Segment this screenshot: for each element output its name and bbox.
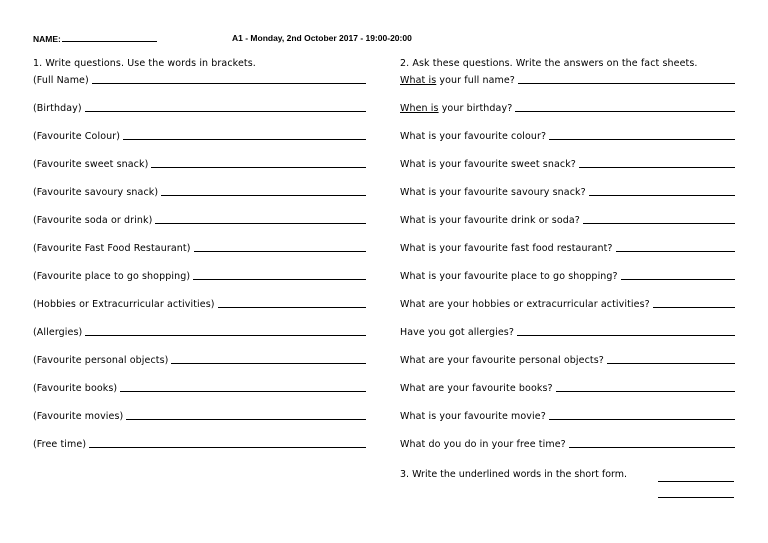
answer-line [194, 250, 366, 252]
answer-line [218, 306, 366, 308]
answer-line [155, 222, 366, 224]
task1-row: (Favourite movies) [33, 394, 366, 422]
task1-row: (Free time) [33, 422, 366, 450]
answer-line [120, 390, 366, 392]
answer-line [193, 278, 366, 280]
answer-line [583, 222, 735, 224]
name-label: NAME: [33, 34, 61, 44]
answer-line [556, 390, 735, 392]
task2-row: What is your favourite savoury snack? [400, 170, 735, 198]
task2-row: What are your favourite books? [400, 366, 735, 394]
answer-line [607, 362, 735, 364]
answer-line [161, 194, 366, 196]
answer-line [89, 446, 366, 448]
task2-row: Have you got allergies? [400, 310, 735, 338]
task1-row: (Favourite personal objects) [33, 338, 366, 366]
answer-line [658, 471, 734, 482]
underlined-words: What is [400, 75, 437, 86]
answer-line [518, 82, 735, 84]
answer-line [621, 278, 735, 280]
answer-line [658, 487, 734, 498]
name-field [33, 33, 157, 44]
answer-line [92, 82, 366, 84]
answer-line [85, 110, 366, 112]
task2-row: What is your favourite place to go shopping? [400, 254, 735, 282]
task1-column [33, 56, 373, 450]
task2-row: What is your favourite colour? [400, 114, 735, 142]
answer-line [515, 110, 735, 112]
task1-row: (Hobbies or Extracurricular activities) [33, 282, 366, 310]
answer-line [569, 446, 735, 448]
task2-row: When is your birthday? [400, 86, 735, 114]
task1-row: (Favourite place to go shopping) [33, 254, 366, 282]
task1-row: (Favourite soda or drink) [33, 198, 366, 226]
answer-line [549, 418, 735, 420]
task1-row: (Favourite Fast Food Restaurant) [33, 226, 366, 254]
answer-line [171, 362, 366, 364]
answer-line [517, 334, 735, 336]
answer-line [579, 166, 735, 168]
task1-row: (Favourite Colour) [33, 114, 366, 142]
answer-line [85, 334, 366, 336]
task1-row: (Favourite savoury snack) [33, 170, 366, 198]
name-blank [62, 33, 157, 42]
task2-row: What is your full name? [400, 72, 735, 86]
task2-row: What is your favourite sweet snack? [400, 142, 735, 170]
task2-row: What do you do in your free time? [400, 422, 735, 450]
task1-row: (Full Name) [33, 72, 366, 86]
answer-line [123, 138, 366, 140]
task2-row: What are your hobbies or extracurricular activities? [400, 282, 735, 310]
task2-row: What is your favourite drink or soda? [400, 198, 735, 226]
task3-instruction: 3. Write the underlined words in the short form. [400, 469, 628, 480]
task2-row: What are your favourite personal objects? [400, 338, 735, 366]
task1-row: (Allergies) [33, 310, 366, 338]
task2-instruction: 2. Ask these questions. Write the answers on the fact sheets. [400, 58, 698, 69]
task1-row: (Birthday) [33, 86, 366, 114]
task1-row: (Favourite sweet snack) [33, 142, 366, 170]
worksheet-title: A1 - Monday, 2nd October 2017 - 19:00-20:00 [232, 33, 412, 43]
answer-line [126, 418, 366, 420]
answer-line [653, 306, 735, 308]
task3-answer-lines [658, 471, 734, 503]
task2-row: What is your favourite movie? [400, 394, 735, 422]
task1-row: (Favourite books) [33, 366, 366, 394]
task2-row: What is your favourite fast food restaurant? [400, 226, 735, 254]
task2-column [400, 56, 740, 450]
answer-line [549, 138, 735, 140]
answer-line [151, 166, 366, 168]
answer-line [589, 194, 735, 196]
task1-instruction: 1. Write questions. Use the words in brackets. [33, 58, 256, 69]
underlined-words: When is [400, 103, 439, 114]
answer-line [616, 250, 735, 252]
